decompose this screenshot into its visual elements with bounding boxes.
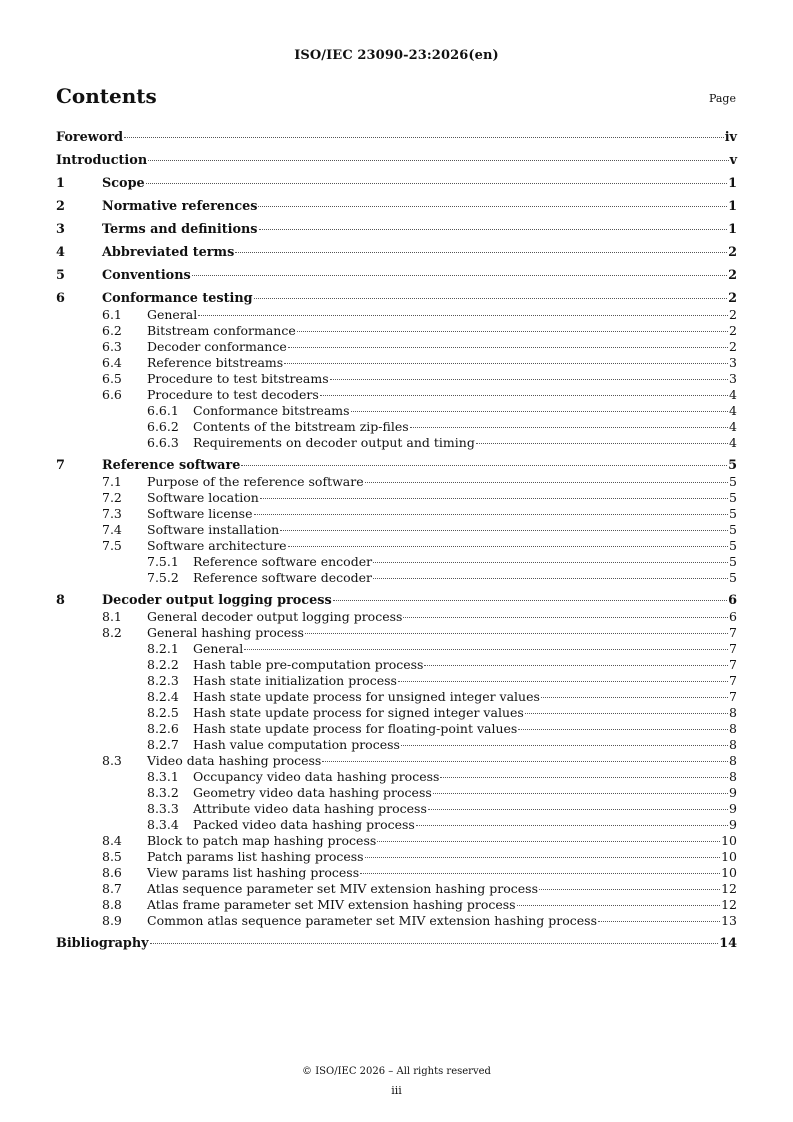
toc-entry-page: 2 [729, 307, 737, 322]
toc-entry[interactable] [56, 570, 737, 586]
toc-entry-number: 8.2.4 [147, 689, 179, 704]
toc-entry-number: 8.8 [102, 897, 122, 912]
toc-entry-title: Common atlas sequence parameter set MIV extension hashing process [147, 913, 597, 928]
dot-leader [539, 889, 720, 890]
toc-entry[interactable] [56, 849, 737, 865]
toc-entry-number: 7.5.1 [147, 554, 179, 569]
toc-entry-page: 8 [729, 769, 737, 784]
toc-entry-number: 8 [56, 593, 65, 608]
toc-entry-page: 4 [729, 387, 737, 402]
toc-entry[interactable] [56, 705, 737, 721]
toc-entry-page: 5 [729, 506, 737, 521]
document-id-header: ISO/IEC 23090-23:2026(en) [294, 48, 499, 63]
dot-leader [377, 841, 720, 842]
toc-entry-title: General [193, 641, 244, 656]
toc-entry[interactable] [56, 268, 737, 284]
dot-leader [320, 395, 728, 396]
toc-entry-page: 2 [728, 291, 737, 306]
toc-entry[interactable] [56, 554, 737, 570]
toc-entry-page: 12 [721, 881, 737, 896]
toc-entry-title: Bitstream conformance [147, 323, 296, 338]
toc-entry-page: iv [724, 130, 737, 145]
toc-entry-page: 7 [729, 657, 737, 672]
toc-entry-number: 3 [56, 222, 65, 237]
dot-leader [518, 729, 728, 730]
toc-entry-page: 4 [729, 419, 737, 434]
toc-entry[interactable] [56, 153, 737, 169]
toc-entry-title: Reference software encoder [193, 554, 373, 569]
toc-entry-page: 4 [729, 403, 737, 418]
dot-leader [244, 649, 728, 650]
dot-leader [254, 514, 729, 515]
toc-entry-page: 5 [729, 474, 737, 489]
toc-entry-title: General hashing process [147, 625, 304, 640]
toc-entry-number: 4 [56, 245, 65, 260]
dot-leader [525, 713, 728, 714]
toc-entry[interactable] [56, 897, 737, 913]
toc-entry-page: 5 [729, 554, 737, 569]
dot-leader [373, 578, 728, 579]
toc-entry-title: Procedure to test bitstreams [147, 371, 329, 386]
toc-entry[interactable] [56, 474, 737, 490]
toc-entry[interactable] [56, 355, 737, 371]
toc-entry[interactable] [56, 801, 737, 817]
toc-entry[interactable] [56, 307, 737, 323]
toc-entry-number: 6.6.1 [147, 403, 179, 418]
toc-entry-page: 8 [729, 705, 737, 720]
toc-entry[interactable] [56, 371, 737, 387]
toc-entry[interactable] [56, 490, 737, 506]
toc-entry-number: 6.5 [102, 371, 122, 386]
toc-entry-title: Hash state update process for unsigned integer values [193, 689, 540, 704]
dot-leader [305, 633, 728, 634]
toc-entry-title: Packed video data hashing process [193, 817, 415, 832]
toc-entry-page: 6 [729, 609, 737, 624]
toc-entry[interactable] [56, 753, 737, 769]
dot-leader [192, 275, 727, 276]
toc-entry[interactable] [56, 176, 737, 192]
toc-entry-page: 6 [728, 593, 737, 608]
toc-entry-number: 6.3 [102, 339, 122, 354]
dot-leader [297, 331, 728, 332]
toc-entry-number: 2 [56, 199, 65, 214]
toc-entry-title: Procedure to test decoders [147, 387, 319, 402]
toc-entry[interactable] [56, 657, 737, 673]
toc-entry-number: 8.3.1 [147, 769, 179, 784]
toc-entry[interactable] [56, 609, 737, 625]
toc-entry-title: Atlas frame parameter set MIV extension hashing process [147, 897, 516, 912]
toc-entry-number: 6.6.3 [147, 435, 179, 450]
toc-entry-page: 8 [729, 753, 737, 768]
toc-entry[interactable] [56, 737, 737, 753]
toc-entry-number: 8.2.6 [147, 721, 179, 736]
toc-entry-title: Scope [102, 176, 145, 191]
toc-entry-number: 8.2.5 [147, 705, 179, 720]
toc-entry-number: 7.3 [102, 506, 122, 521]
toc-entry-title: Purpose of the reference software [147, 474, 364, 489]
dot-leader [351, 411, 728, 412]
contents-title: Contents [56, 84, 157, 108]
toc-entry-title: Hash state update process for signed integer values [193, 705, 524, 720]
toc-entry-number: 8.1 [102, 609, 122, 624]
toc-entry[interactable] [56, 130, 737, 146]
toc-entry-page: 8 [729, 737, 737, 752]
toc-entry-page: 2 [728, 268, 737, 283]
dot-leader [146, 183, 727, 184]
toc-entry-number: 8.2.7 [147, 737, 179, 752]
dot-leader [410, 427, 728, 428]
toc-entry-title: Reference bitstreams [147, 355, 284, 370]
dot-leader [322, 761, 728, 762]
toc-entry-page: 7 [729, 673, 737, 688]
dot-leader [433, 793, 728, 794]
toc-entry-page: 7 [729, 689, 737, 704]
dot-leader [241, 465, 727, 466]
dot-leader [259, 229, 728, 230]
dot-leader [360, 873, 720, 874]
toc-entry[interactable] [56, 538, 737, 554]
toc-entry-number: 8.3.4 [147, 817, 179, 832]
dot-leader [198, 315, 728, 316]
toc-entry-number: 8.5 [102, 849, 122, 864]
toc-entry[interactable] [56, 323, 737, 339]
toc-entry-number: 7.5.2 [147, 570, 179, 585]
toc-entry-number: 8.9 [102, 913, 122, 928]
toc-entry-page: 14 [719, 936, 737, 951]
toc-entry[interactable] [56, 689, 737, 705]
toc-entry-number: 6.1 [102, 307, 122, 322]
toc-entry-page: 4 [729, 435, 737, 450]
dot-leader [150, 943, 719, 944]
toc-entry[interactable] [56, 769, 737, 785]
toc-entry[interactable] [56, 865, 737, 881]
toc-entry-page: 10 [721, 833, 737, 848]
toc-entry-title: Foreword [56, 130, 124, 145]
toc-entry-page: 9 [729, 785, 737, 800]
toc-entry-title: Decoder conformance [147, 339, 287, 354]
dot-leader [235, 252, 727, 253]
toc-entry-number: 8.3.3 [147, 801, 179, 816]
toc-entry-page: 2 [729, 339, 737, 354]
table-of-contents [56, 130, 737, 952]
toc-entry-number: 8.3.2 [147, 785, 179, 800]
dot-leader [288, 347, 728, 348]
toc-entry[interactable] [56, 199, 737, 215]
toc-entry-title: Requirements on decoder output and timing [193, 435, 475, 450]
toc-entry-number: 7 [56, 458, 65, 473]
toc-entry-title: General decoder output logging process [147, 609, 403, 624]
dot-leader [398, 681, 728, 682]
toc-entry[interactable] [56, 721, 737, 737]
toc-entry-number: 6 [56, 291, 65, 306]
toc-entry-title: View params list hashing process [147, 865, 360, 880]
toc-entry-title: Conventions [102, 268, 191, 283]
dot-leader [258, 206, 727, 207]
toc-entry-page: 5 [729, 522, 737, 537]
toc-entry-title: Contents of the bitstream zip-files [193, 419, 409, 434]
toc-entry-title: Occupancy video data hashing process [193, 769, 440, 784]
toc-entry-page: 1 [728, 199, 737, 214]
toc-entry[interactable] [56, 291, 737, 307]
toc-entry-number: 6.2 [102, 323, 122, 338]
toc-entry-number: 5 [56, 268, 65, 283]
toc-entry-number: 7.2 [102, 490, 122, 505]
dot-leader [333, 600, 727, 601]
toc-entry-title: Attribute video data hashing process [193, 801, 427, 816]
toc-entry[interactable] [56, 458, 737, 474]
toc-entry[interactable] [56, 435, 737, 451]
toc-entry-number: 8.7 [102, 881, 122, 896]
toc-entry-title: Hash state initialization process [193, 673, 397, 688]
toc-entry-title: Abbreviated terms [102, 245, 235, 260]
toc-entry-title: Decoder output logging process [102, 593, 332, 608]
toc-entry-title: Block to patch map hashing process [147, 833, 377, 848]
toc-entry[interactable] [56, 387, 737, 403]
toc-entry-title: Software installation [147, 522, 280, 537]
toc-entry-number: 7.5 [102, 538, 122, 553]
toc-entry[interactable] [56, 593, 737, 609]
toc-entry-title: Software architecture [147, 538, 287, 553]
toc-entry-page: 10 [721, 865, 737, 880]
toc-entry[interactable] [56, 522, 737, 538]
dot-leader [284, 363, 728, 364]
toc-entry-page: 8 [729, 721, 737, 736]
toc-entry-page: 10 [721, 849, 737, 864]
toc-entry-page: 7 [729, 625, 737, 640]
toc-entry-title: Hash table pre-computation process [193, 657, 424, 672]
toc-entry-title: Conformance bitstreams [193, 403, 350, 418]
dot-leader [373, 562, 728, 563]
toc-entry[interactable] [56, 625, 737, 641]
toc-entry-title: Software location [147, 490, 259, 505]
toc-entry-page: 9 [729, 817, 737, 832]
toc-entry-title: General [147, 307, 198, 322]
page-number: iii [391, 1084, 402, 1097]
toc-entry-title: Terms and definitions [102, 222, 258, 237]
dot-leader [280, 530, 728, 531]
toc-entry[interactable] [56, 339, 737, 355]
dot-leader [424, 665, 728, 666]
dot-leader [416, 825, 728, 826]
toc-entry-page: 7 [729, 641, 737, 656]
dot-leader [403, 617, 728, 618]
toc-entry-page: 2 [729, 323, 737, 338]
toc-entry[interactable] [56, 419, 737, 435]
toc-entry-page: 5 [729, 538, 737, 553]
toc-entry-number: 8.2.1 [147, 641, 179, 656]
dot-leader [288, 546, 728, 547]
dot-leader [330, 379, 728, 380]
dot-leader [401, 745, 728, 746]
copyright-footer: © ISO/IEC 2026 – All rights reserved [302, 1066, 491, 1077]
toc-entry-page: 2 [728, 245, 737, 260]
toc-entry[interactable] [56, 641, 737, 657]
toc-entry-title: Software license [147, 506, 253, 521]
toc-entry[interactable] [56, 913, 737, 929]
toc-entry-page: 5 [729, 570, 737, 585]
toc-entry-page: 5 [729, 490, 737, 505]
toc-entry-page: 3 [729, 371, 737, 386]
toc-entry[interactable] [56, 506, 737, 522]
toc-entry[interactable] [56, 785, 737, 801]
toc-entry-title: Reference software decoder [193, 570, 373, 585]
dot-leader [476, 443, 728, 444]
toc-entry-title: Reference software [102, 458, 241, 473]
toc-entry[interactable] [56, 833, 737, 849]
toc-entry-number: 7.4 [102, 522, 122, 537]
dot-leader [254, 298, 727, 299]
dot-leader [517, 905, 720, 906]
toc-entry[interactable] [56, 222, 737, 238]
toc-entry[interactable] [56, 936, 737, 952]
toc-entry-page: 3 [729, 355, 737, 370]
toc-entry-title: Hash state update process for floating-point values [193, 721, 518, 736]
dot-leader [148, 160, 728, 161]
toc-entry-number: 8.2.3 [147, 673, 179, 688]
toc-entry-title: Introduction [56, 153, 148, 168]
toc-entry[interactable] [56, 403, 737, 419]
toc-entry-title: Video data hashing process [147, 753, 322, 768]
toc-entry-title: Bibliography [56, 936, 149, 951]
toc-entry-title: Conformance testing [102, 291, 253, 306]
toc-entry-title: Patch params list hashing process [147, 849, 364, 864]
toc-entry[interactable] [56, 673, 737, 689]
toc-entry-title: Hash value computation process [193, 737, 400, 752]
toc-entry-title: Geometry video data hashing process [193, 785, 432, 800]
toc-entry-number: 8.6 [102, 865, 122, 880]
toc-entry-number: 8.2 [102, 625, 122, 640]
toc-entry-page: 13 [721, 913, 737, 928]
toc-entry-page: 1 [728, 222, 737, 237]
toc-entry-number: 7.1 [102, 474, 122, 489]
toc-entry-number: 8.4 [102, 833, 122, 848]
page-column-label: Page [708, 92, 736, 105]
dot-leader [428, 809, 728, 810]
toc-entry-number: 8.2.2 [147, 657, 179, 672]
toc-entry[interactable] [56, 817, 737, 833]
dot-leader [365, 482, 728, 483]
dot-leader [124, 137, 724, 138]
dot-leader [440, 777, 728, 778]
dot-leader [260, 498, 728, 499]
toc-entry-page: v [729, 153, 737, 168]
toc-entry[interactable] [56, 245, 737, 261]
toc-entry[interactable] [56, 881, 737, 897]
toc-entry-number: 1 [56, 176, 65, 191]
toc-entry-title: Atlas sequence parameter set MIV extension hashing process [147, 881, 539, 896]
toc-entry-page: 9 [729, 801, 737, 816]
dot-leader [541, 697, 728, 698]
toc-entry-number: 8.3 [102, 753, 122, 768]
dot-leader [598, 921, 720, 922]
toc-entry-number: 6.6 [102, 387, 122, 402]
toc-entry-page: 1 [728, 176, 737, 191]
dot-leader [365, 857, 720, 858]
toc-entry-page: 5 [728, 458, 737, 473]
toc-entry-page: 12 [721, 897, 737, 912]
toc-entry-number: 6.6.2 [147, 419, 179, 434]
toc-entry-number: 6.4 [102, 355, 122, 370]
toc-entry-title: Normative references [102, 199, 258, 214]
